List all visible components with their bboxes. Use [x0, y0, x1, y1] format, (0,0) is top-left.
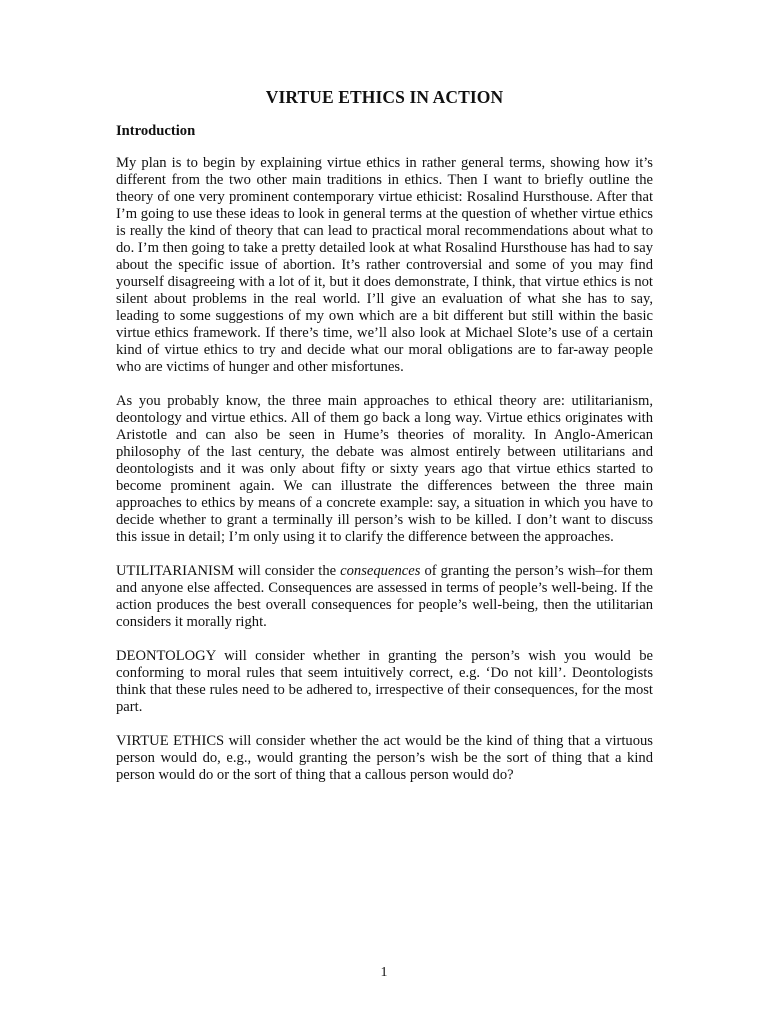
page-number: 1 [380, 965, 388, 980]
paragraph-plan: My plan is to begin by explaining virtue ethics in rather general terms, showing how it’s different from the two other main traditions in ethics. Then I want to briefly outline the theory of one very prominent contemporary virtue ethicist: Rosalind Hursthouse. After that I’m going to use these ideas to look in general terms at the question of whether virtue ethics is really the kind of theory that can lead to practical moral recommendations about what to do. I’m then going to take a pretty detailed look at what Rosalind Hursthouse has had to say about the specific issue of abortion. It’s rather controversial and some of you may find yourself disagreeing with a lot of it, but it does demonstrate, I think, that virtue ethics is not silent about problems in the real world. I’ll give an evaluation of what she has to say, leading to some suggestions of my own which are a bit different but still within the basic virtue ethics framework. If there’s time, we’ll also look at Michael Slote’s use of a certain kind of virtue ethics to try and decide what our moral obligations are to far-away people who are victims of hunger and other misfortunes. [116, 155, 653, 375]
paragraph-approaches: As you probably know, the three main approaches to ethical theory are: utilitarianism, deontology and virtue ethics. All of them go back a long way. Virtue ethics originates with Aristotle and can also be seen in Hume’s theories of morality. In Anglo-American philosophy of the last century, the debate was almost entirely between utilitarians and deontologists and it was only about fifty or sixty years ago that virtue ethics started to become prominent again. We can illustrate the differences between the three main approaches to ethics by means of a concrete example: say, a situation in which you have to decide whether to grant a terminally ill person’s wish to be killed. I don’t want to discuss this issue in detail; I’m only using it to clarify the difference between the approaches. [116, 393, 653, 545]
utilitarianism-text-start: UTILITARIANISM will consider the [116, 563, 341, 579]
utilitarianism-text-end: of granting the person’s wish–for them and anyone else affected. Consequences are assessed in terms of people’s well-being. If the action produces the best overall consequences for people’s well-being, then the utilitarian considers it morally right. [116, 563, 653, 630]
document-body [116, 86, 653, 801]
paragraph-deontology: DEONTOLOGY will consider whether in granting the person’s wish you would be conforming to moral rules that seem intuitively correct, e.g. ‘Do not kill’. Deontologists think that these rules need to be adhered to, irrespective of their consequences, for the most part. [116, 648, 653, 715]
paragraph-utilitarianism [116, 563, 653, 631]
consequences-emphasis: consequences [340, 563, 421, 579]
document-title: VIRTUE ETHICS IN ACTION [265, 87, 504, 107]
paragraph-virtue-ethics: VIRTUE ETHICS will consider whether the act would be the kind of thing that a virtuous person would do, e.g., would granting the person’s wish be the sort of thing that a kind person would do or the sort of thing that a callous person would do? [116, 733, 653, 783]
section-heading-introduction: Introduction [116, 123, 196, 139]
